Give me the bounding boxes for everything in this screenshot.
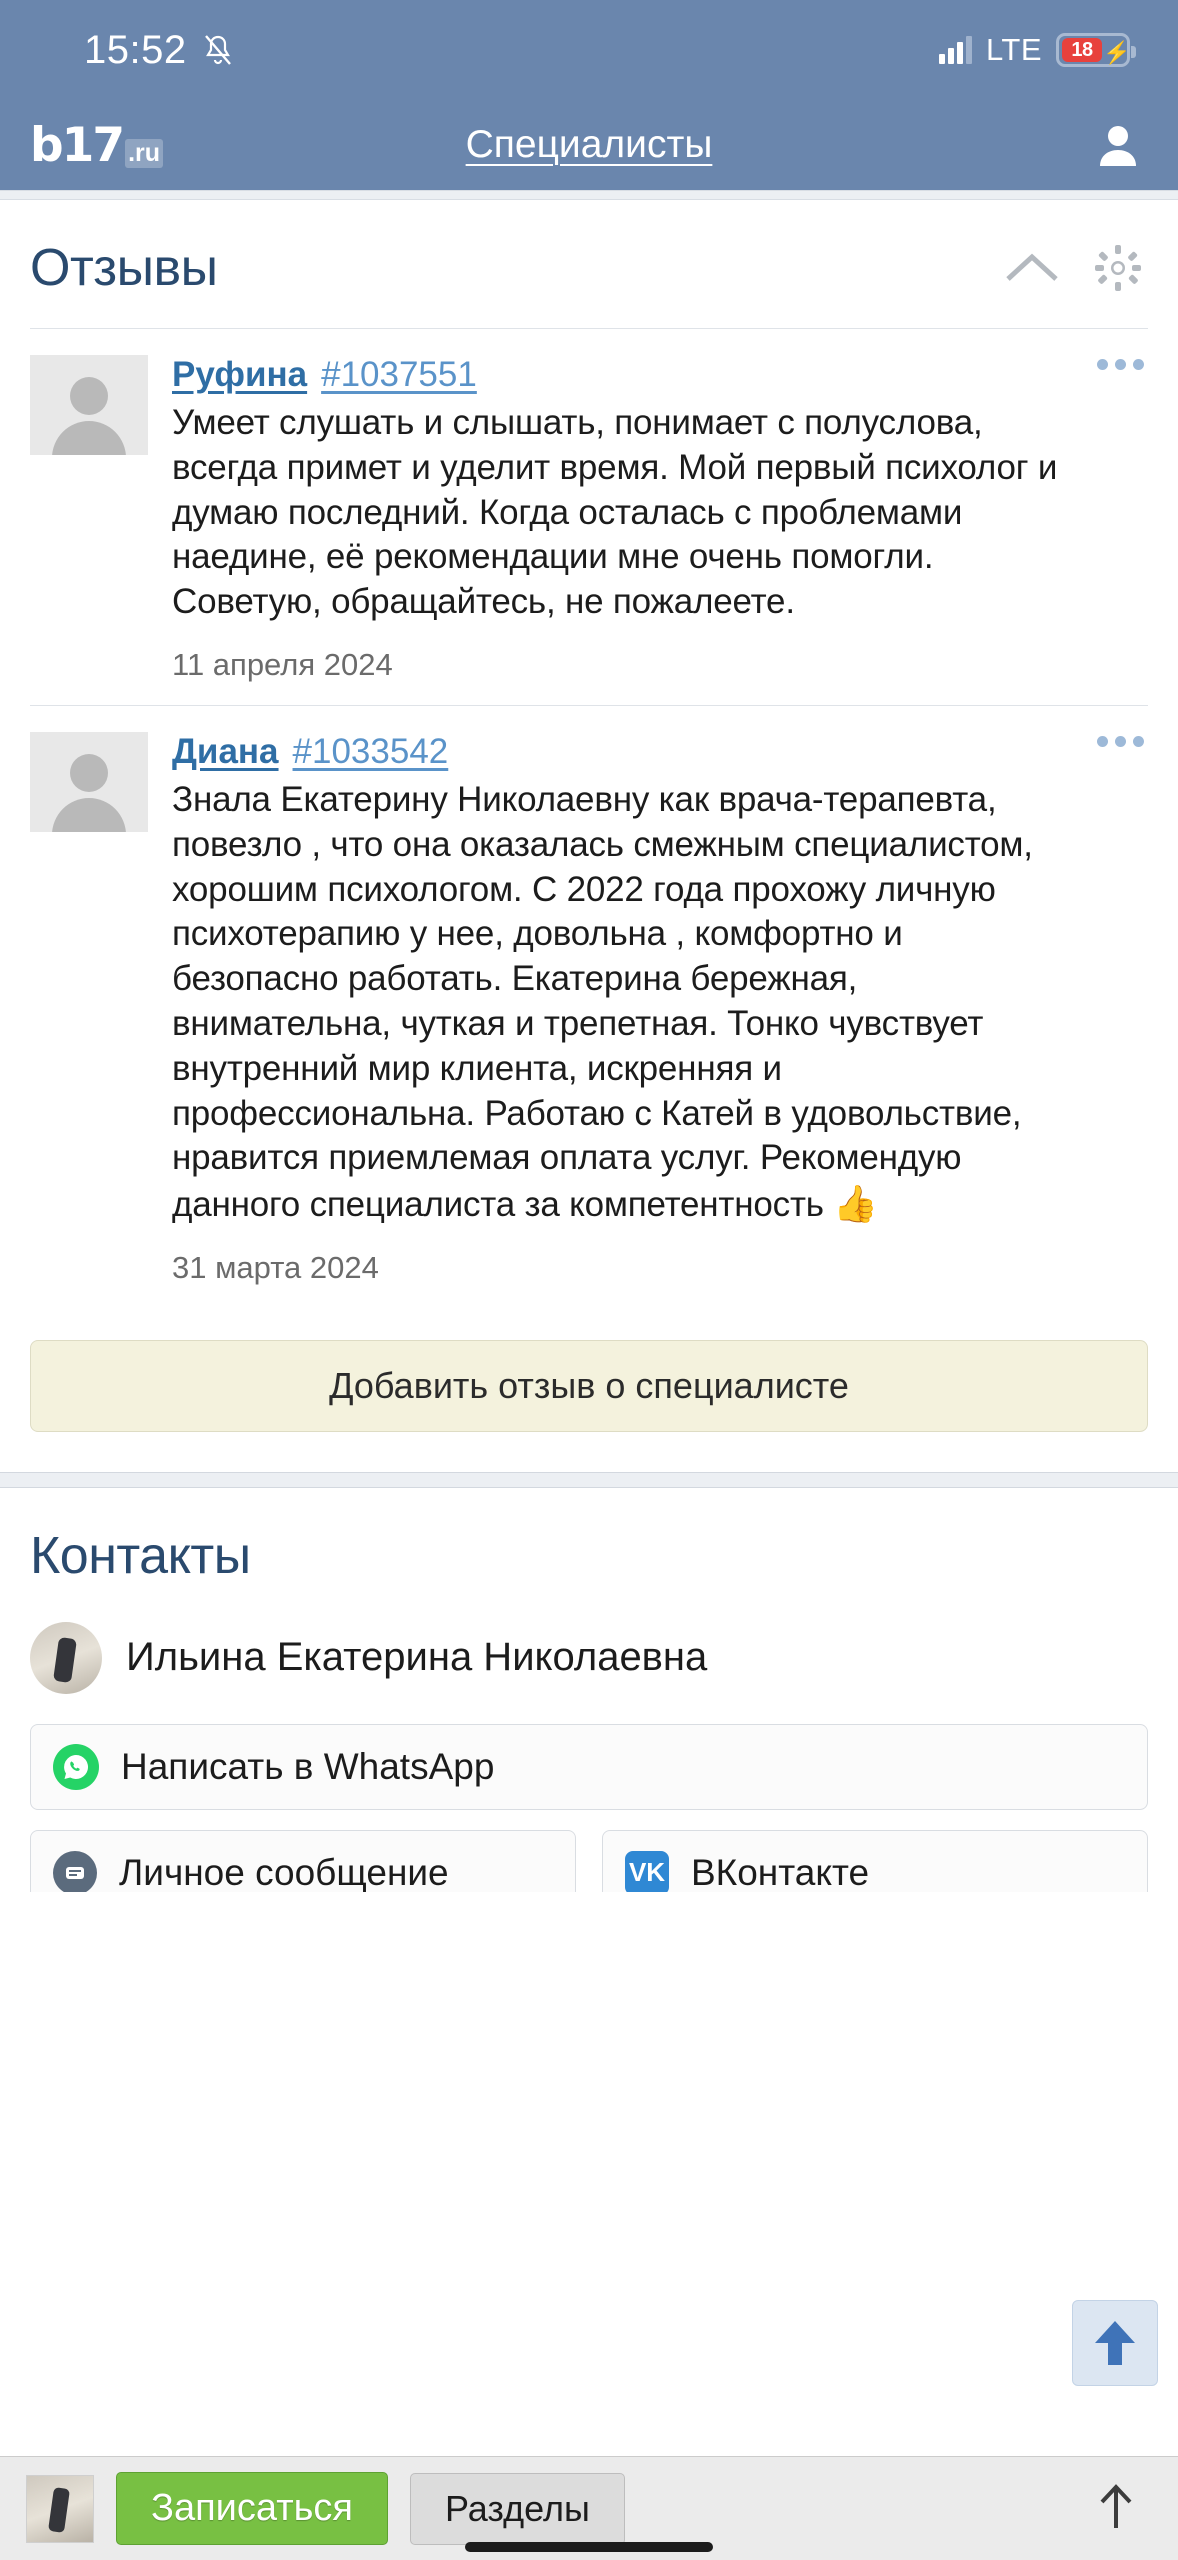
- review-author-row: [172, 355, 1078, 395]
- review-body: [172, 355, 1148, 683]
- review-text: Умеет слушать и слышать, понимает с полуслова, всегда примет и уделит время. Мой первый психолог и думаю последний. Когда осталась с проблемами наедине, её рекомендации мне очень помогли. Советую, обращайтесь, не пожалеете.: [172, 403, 1058, 622]
- thumbs-up-emoji: 👍: [833, 1183, 878, 1225]
- arrow-up-icon: [1091, 2317, 1139, 2369]
- vk-icon: VK: [625, 1851, 669, 1892]
- status-clock: 15:52: [84, 27, 187, 72]
- user-icon[interactable]: [1092, 119, 1144, 171]
- battery-icon: [1056, 33, 1130, 67]
- status-bar-right: [939, 0, 1130, 100]
- book-appointment-button[interactable]: Записаться: [116, 2472, 388, 2545]
- reviews-section: [0, 200, 1178, 1432]
- avatar-placeholder-icon: [30, 732, 148, 832]
- review-date: 11 апреля 2024: [172, 646, 393, 682]
- review-author-id[interactable]: #1033542: [292, 731, 449, 771]
- avatar: [30, 1622, 102, 1694]
- review-date: 31 марта 2024: [172, 1249, 379, 1285]
- review-item: [30, 706, 1148, 1308]
- private-message-button[interactable]: [30, 1830, 576, 1892]
- chevron-up-icon[interactable]: [1004, 251, 1060, 285]
- page-title[interactable]: Специалисты: [465, 123, 713, 166]
- avatar-placeholder-icon: [30, 355, 148, 455]
- section-divider: [0, 190, 1178, 200]
- more-options-icon[interactable]: [1097, 359, 1144, 370]
- review-author-name[interactable]: Руфина: [172, 355, 308, 394]
- contact-buttons-row: [30, 1830, 1148, 1892]
- contacts-header: [30, 1488, 1148, 1616]
- section-divider: [0, 1472, 1178, 1488]
- bottom-action-bar: [0, 2456, 1178, 2560]
- status-bar-left: [84, 28, 233, 73]
- contact-person: [30, 1616, 1148, 1724]
- reviews-header-actions: [1004, 244, 1148, 292]
- review-text: [172, 778, 1078, 1228]
- whatsapp-label: Написать в WhatsApp: [121, 1745, 495, 1787]
- reviews-title: Отзывы: [30, 239, 218, 297]
- contacts-section: [0, 1488, 1178, 1892]
- review-author-row: [172, 732, 1078, 772]
- reviews-header: [30, 200, 1148, 328]
- review-author-id[interactable]: #1037551: [321, 355, 477, 394]
- scroll-to-top-button[interactable]: [1072, 2300, 1158, 2386]
- signal-strength-icon: [939, 36, 972, 64]
- logo-text: b17: [30, 117, 124, 173]
- review-author-name[interactable]: Диана: [172, 731, 279, 771]
- scroll-up-icon[interactable]: [1094, 2480, 1152, 2537]
- app-header: [0, 100, 1178, 190]
- whatsapp-icon: [53, 1744, 99, 1790]
- vkontakte-label: ВКонтакте: [691, 1851, 870, 1892]
- add-review-button[interactable]: Добавить отзыв о специалисте: [30, 1340, 1148, 1432]
- contacts-title: Контакты: [30, 1526, 251, 1585]
- whatsapp-button[interactable]: [30, 1724, 1148, 1810]
- charging-bolt-icon: ⚡: [1103, 40, 1131, 65]
- specialist-name: Ильина Екатерина Николаевна: [126, 1635, 708, 1680]
- sections-button[interactable]: Разделы: [410, 2473, 625, 2545]
- network-type-label: LTE: [985, 32, 1042, 67]
- review-body: [172, 732, 1148, 1286]
- gear-icon[interactable]: [1094, 244, 1142, 292]
- message-icon: [53, 1851, 97, 1892]
- vkontakte-button[interactable]: [602, 1830, 1148, 1892]
- home-indicator: [465, 2542, 713, 2552]
- more-options-icon[interactable]: [1097, 736, 1144, 747]
- status-bar: [0, 0, 1178, 100]
- private-message-label: Личное сообщение: [119, 1851, 449, 1892]
- review-item: [30, 329, 1148, 705]
- bell-muted-icon: [203, 33, 233, 67]
- specialist-thumbnail[interactable]: [26, 2475, 94, 2543]
- logo-tld: .ru: [125, 139, 163, 168]
- review-text-body: Знала Екатерину Николаевну как врача-терапевта, повезло , что она оказалась смежным специалистом, хорошим психологом. С 2022 года прохожу личную психотерапию у нее, довольна , комфортно и безопасно работать. Екатерина бережная, внимательна, чуткая и трепетная. Тонко чувствует внутренний мир клиента, искренняя и профессиональна. Работаю с Катей в удовольствие, нравится приемлемая оплата услуг. Рекомендую данного специалиста за компетентность: [172, 779, 1033, 1225]
- battery-level-text: 18: [1062, 38, 1102, 62]
